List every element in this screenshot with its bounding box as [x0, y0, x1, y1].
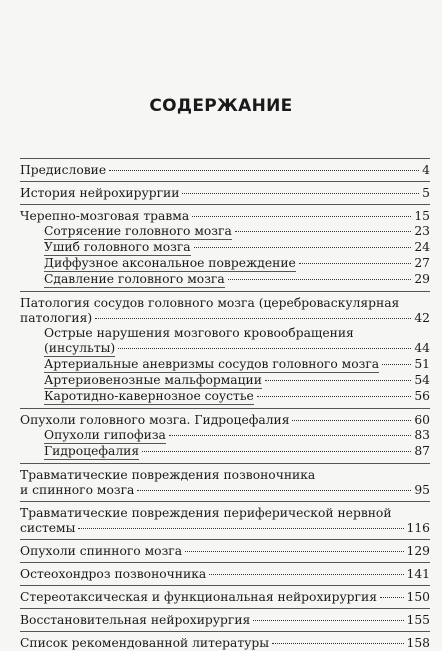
leader-dots — [272, 643, 403, 644]
toc-entry-page: 116 — [406, 521, 430, 535]
table-of-contents — [20, 158, 430, 651]
toc-entry-page: 23 — [414, 224, 430, 238]
toc-entry-title: Сотрясение головного мозга — [44, 224, 232, 238]
toc-section — [20, 608, 430, 628]
toc-entry-page: 4 — [422, 163, 430, 177]
toc-entry-page: 5 — [422, 186, 430, 200]
toc-subentry[interactable] — [20, 326, 430, 357]
toc-subentry[interactable] — [20, 224, 430, 240]
leader-dots — [209, 574, 403, 575]
toc-entry-title: Предисловие — [20, 163, 107, 177]
toc-entry-title-line1: Травматические повреждения периферической нервной — [20, 506, 392, 520]
toc-entry-title: Стереотаксическая и функциональная нейрохирургия — [20, 590, 377, 604]
toc-section — [20, 539, 430, 559]
toc-entry-page: 42 — [414, 311, 430, 325]
leader-dots — [299, 263, 412, 264]
leader-dots — [169, 435, 411, 436]
toc-entry-page: 87 — [414, 444, 430, 458]
toc-section — [20, 158, 430, 178]
toc-entry-page: 95 — [414, 483, 430, 497]
toc-section — [20, 463, 430, 498]
toc-entry[interactable] — [20, 292, 430, 326]
leader-dots — [382, 364, 411, 365]
toc-entry-page: 158 — [406, 636, 430, 650]
toc-entry-page: 129 — [406, 544, 430, 558]
toc-entry-title: Сдавление головного мозга — [44, 272, 225, 286]
toc-entry[interactable] — [20, 159, 430, 178]
toc-entry[interactable] — [20, 632, 430, 651]
toc-entry-page: 141 — [406, 567, 430, 581]
toc-entry[interactable] — [20, 586, 430, 605]
toc-entry-page: 29 — [414, 272, 430, 286]
toc-subentry[interactable] — [20, 389, 430, 405]
page-title: СОДЕРЖАНИЕ — [149, 96, 293, 116]
toc-subentry[interactable] — [20, 256, 430, 272]
leader-dots — [292, 420, 411, 421]
toc-section — [20, 408, 430, 460]
leader-dots — [182, 193, 419, 194]
leader-dots — [109, 170, 419, 171]
toc-entry-title: Диффузное аксональное повреждение — [44, 256, 296, 270]
toc-subentry[interactable] — [20, 373, 430, 389]
toc-entry[interactable] — [20, 182, 430, 201]
toc-entry-page: 150 — [406, 590, 430, 604]
leader-dots — [185, 551, 403, 552]
toc-entry-title: Гидроцефалия — [44, 444, 140, 458]
toc-entry-title: Список рекомендованной литературы — [20, 636, 270, 650]
toc-entry-page: 24 — [414, 240, 430, 254]
leader-dots — [95, 318, 411, 319]
toc-entry-title: Опухоли гипофиза — [44, 428, 166, 442]
leader-dots — [192, 216, 411, 217]
toc-entry[interactable] — [20, 502, 430, 536]
toc-entry[interactable] — [20, 205, 430, 224]
toc-entry-title-line1: Патология сосудов головного мозга (цереброваскулярная — [20, 296, 400, 310]
toc-section — [20, 181, 430, 201]
toc-entry[interactable] — [20, 540, 430, 559]
toc-section — [20, 204, 430, 288]
leader-dots — [253, 620, 403, 621]
leader-dots — [194, 247, 412, 248]
toc-entry-page: 83 — [414, 428, 430, 442]
leader-dots — [228, 279, 412, 280]
toc-section — [20, 291, 430, 405]
toc-subentry[interactable] — [20, 240, 430, 256]
toc-section — [20, 501, 430, 536]
toc-entry-page: 51 — [414, 357, 430, 371]
toc-entry-title: Остеохондроз позвоночника — [20, 567, 207, 581]
toc-entry[interactable] — [20, 409, 430, 428]
toc-entry-page: 56 — [414, 389, 430, 403]
leader-dots — [118, 348, 411, 349]
leader-dots — [235, 231, 412, 232]
leader-dots — [137, 490, 411, 491]
toc-subentry[interactable] — [20, 444, 430, 460]
toc-section — [20, 585, 430, 605]
toc-entry-title: Черепно-мозговая травма — [20, 209, 190, 223]
toc-entry-page: 155 — [406, 613, 430, 627]
toc-entry-title: Опухоли спинного мозга — [20, 544, 183, 558]
toc-entry-title: История нейрохирургии — [20, 186, 180, 200]
toc-subentry[interactable] — [20, 428, 430, 444]
leader-dots — [257, 396, 412, 397]
toc-section — [20, 631, 430, 651]
leader-dots — [142, 451, 411, 452]
toc-entry-title-line1: Травматические повреждения позвоночника — [20, 468, 316, 482]
toc-entry-title: Артериовенозные мальформации — [44, 373, 262, 387]
toc-entry-title: Восстановительная нейрохирургия — [20, 613, 251, 627]
toc-entry-title: Артериальные аневризмы сосудов головного мозга — [44, 357, 380, 371]
toc-subentry[interactable] — [20, 272, 430, 288]
toc-entry-title-line2: системы — [20, 521, 76, 535]
toc-entry-page: 60 — [414, 413, 430, 427]
toc-subentry[interactable] — [20, 357, 430, 373]
toc-entry-title-line2: (инсульты) — [44, 341, 116, 355]
toc-entry-title-line1: Острые нарушения мозгового кровообращения — [44, 326, 354, 340]
toc-entry-title-line2: и спинного мозга — [20, 483, 135, 497]
leader-dots — [78, 528, 403, 529]
toc-entry-page: 44 — [414, 341, 430, 355]
toc-entry[interactable] — [20, 563, 430, 582]
toc-entry-page: 27 — [414, 256, 430, 270]
toc-section — [20, 562, 430, 582]
toc-entry-title: Каротидно-кавернозное соустье — [44, 389, 254, 403]
toc-entry-title: Опухоли головного мозга. Гидроцефалия — [20, 413, 290, 427]
toc-entry-page: 54 — [414, 373, 430, 387]
leader-dots — [380, 597, 404, 598]
toc-entry-title: Ушиб головного мозга — [44, 240, 191, 254]
toc-entry-page: 15 — [414, 209, 430, 223]
toc-entry-title-line2: патология) — [20, 311, 93, 325]
toc-entry[interactable] — [20, 609, 430, 628]
toc-entry[interactable] — [20, 464, 430, 498]
leader-dots — [265, 380, 411, 381]
